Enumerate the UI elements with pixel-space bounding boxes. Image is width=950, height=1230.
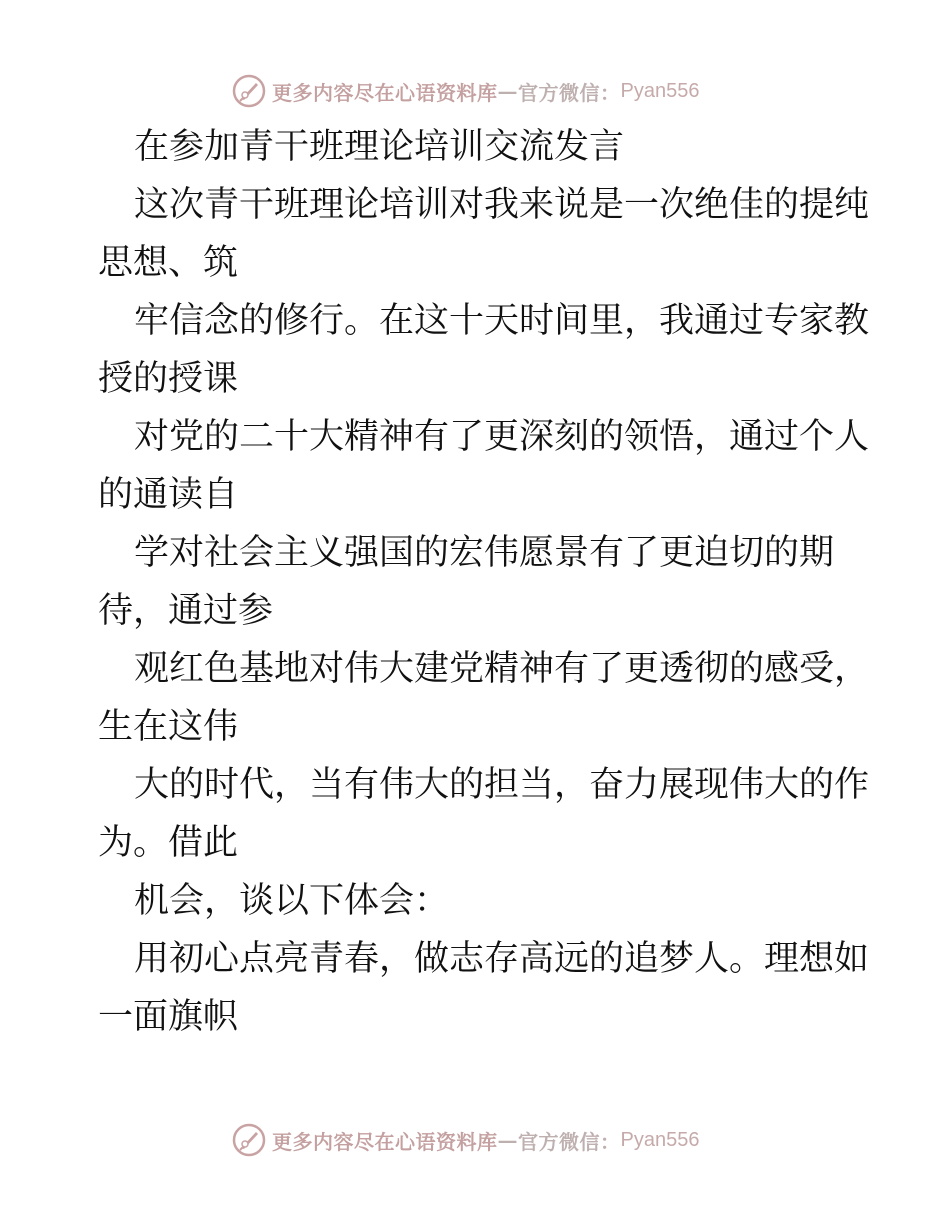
- watermark-dash: —: [497, 1128, 518, 1152]
- watermark-site: 更多内容尽在心语资料库: [272, 1129, 498, 1154]
- quill-logo-icon: [232, 74, 266, 108]
- text-line: 待，通过参: [98, 591, 274, 631]
- watermark-label: 官方微信：: [518, 1129, 621, 1154]
- text-line: 生在这伟: [98, 707, 239, 747]
- text-line: 牢信念的修行。在这十天时间里，我通过专家教: [134, 301, 870, 341]
- text-line: 思想、筑: [98, 243, 239, 283]
- watermark-id: Pyan556: [620, 79, 700, 102]
- text-line: 对党的二十大精神有了更深刻的领悟，通过个人: [134, 417, 870, 457]
- document-body: [98, 118, 878, 1046]
- text-line: 观红色基地对伟大建党精神有了更透彻的感受，: [134, 649, 870, 689]
- text-line: 为。借此: [98, 823, 239, 863]
- text-line: 学对社会主义强国的宏伟愿景有了更迫切的期: [134, 533, 835, 573]
- text-line: 这次青干班理论培训对我来说是一次绝佳的提纯: [134, 185, 870, 225]
- text-line: 一面旗帜: [98, 997, 239, 1037]
- footer-watermark: [232, 1120, 712, 1160]
- text-line: 用初心点亮青春，做志存高远的追梦人。理想如: [134, 939, 870, 979]
- watermark-id: Pyan556: [620, 1128, 700, 1151]
- text-line: 的通读自: [98, 475, 239, 515]
- quill-logo-icon: [232, 1123, 266, 1157]
- text-line: 机会，谈以下体会：: [134, 881, 450, 921]
- text-line: 授的授课: [98, 359, 239, 399]
- watermark-site: 更多内容尽在心语资料库: [272, 80, 498, 105]
- document-title: 在参加青干班理论培训交流发言: [134, 127, 625, 167]
- watermark-label: 官方微信：: [518, 80, 621, 105]
- text-line: 大的时代，当有伟大的担当，奋力展现伟大的作: [134, 765, 870, 805]
- header-watermark: [232, 71, 712, 111]
- watermark-dash: —: [497, 79, 518, 103]
